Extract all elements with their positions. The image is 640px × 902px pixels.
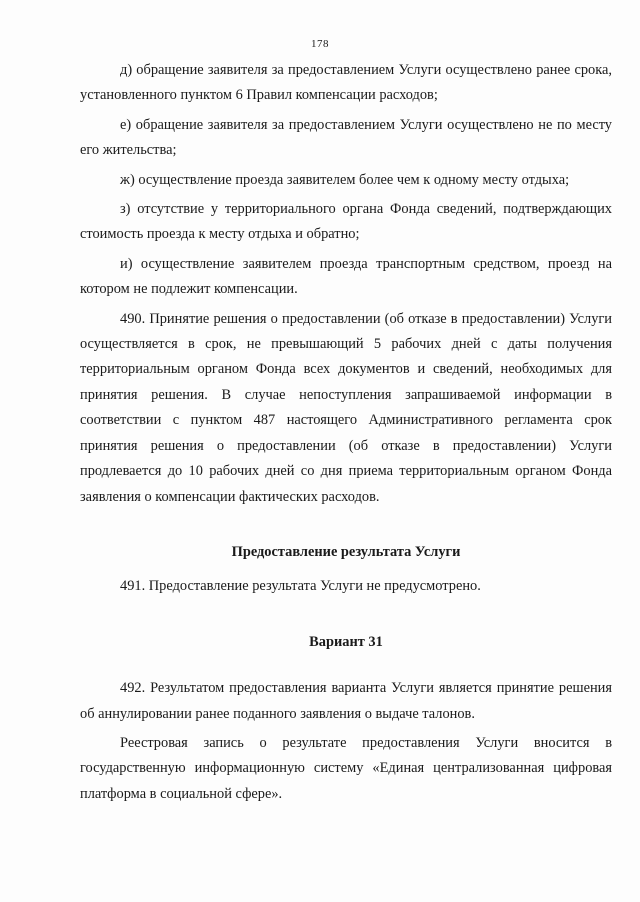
- list-item-zh: ж) осуществление проезда заявителем более чем к одному месту отдыха;: [120, 171, 570, 188]
- paragraph-492: 492. Результатом предоставления варианта Услуги является принятие решения об аннулировании ранее поданного заявления о выдаче талонов.: [80, 680, 612, 722]
- list-item-z: з) отсутствие у территориального органа Фонда сведений, подтверждающих стоимость проезда к месту отдыха и обратно;: [80, 201, 612, 243]
- list-item-e: е) обращение заявителя за предоставлением Услуги осуществлено не по месту его жительства;: [80, 116, 612, 159]
- paragraph-490: 490. Принятие решения о предоставлении (об отказе в предоставлении) Услуги осуществляется в срок, не превышающий 5 рабочих дней с даты получения территориальным органом Фонда всех документов и сведений, необходимых для принятия решения. В случае непоступления запрашиваемой информации в соответствии с пунктом 487 настоящего Административного регламента срок принятия решения о предоставлении (об отказе в предоставлении) Услуги продлевается до 10 рабочих дней со дня приема территориальным органом Фонда заявления о компенсации фактических расходов.: [80, 310, 612, 505]
- list-item-d: д) обращение заявителя за предоставлением Услуги осуществлено ранее срока, установленного пунктом 6 Правил компенсации расходов;: [80, 62, 612, 104]
- page-content: [80, 58, 612, 807]
- section-heading-variant: Вариант 31: [309, 633, 383, 650]
- section-heading-result: Предоставление результата Услуги: [231, 543, 461, 560]
- paragraph-registry: Реестровая запись о результате предоставления Услуги вносится в государственную информационную систему «Единая централизованная цифровая платформа в социальной сфере».: [80, 734, 612, 802]
- list-item-i: и) осуществление заявителем проезда транспортным средством, проезд на котором не подлежит компенсации.: [80, 255, 612, 298]
- paragraph-491: 491. Предоставление результата Услуги не предусмотрено.: [120, 578, 481, 595]
- page-number: 178: [311, 38, 329, 50]
